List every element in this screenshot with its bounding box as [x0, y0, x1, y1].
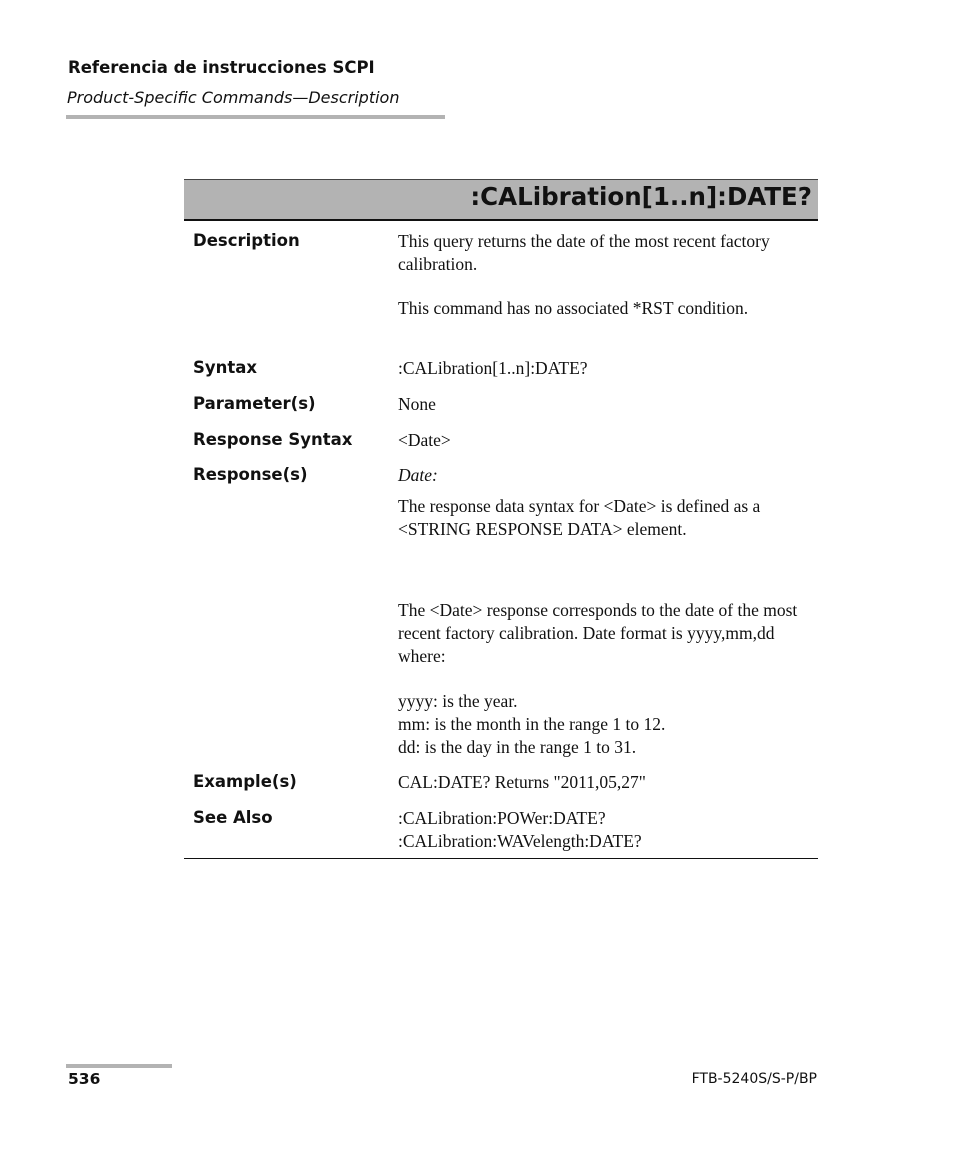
see-also-line-2: :CALibration:WAVelength:DATE? — [398, 831, 642, 851]
command-title: :CALibration[1..n]:DATE? — [470, 182, 812, 211]
running-header-subtitle: Product-Specific Commands—Description — [67, 88, 400, 107]
parameters-value: None — [398, 394, 436, 414]
table-bottom-divider — [184, 858, 818, 859]
syntax-label: Syntax — [193, 358, 258, 377]
running-header-title: Referencia de instrucciones SCPI — [68, 58, 375, 77]
response-text-1: The response data syntax for <Date> is defined as a <STRING RESPONSE DATA> element. — [398, 496, 761, 539]
syntax-value: :CALibration[1..n]:DATE? — [398, 358, 588, 378]
see-also-line-1: :CALibration:POWer:DATE? — [398, 808, 606, 828]
response-syntax-value: <Date> — [398, 430, 451, 450]
response-line-1: yyyy: is the year. — [398, 691, 518, 711]
page-number: 536 — [68, 1070, 101, 1088]
response-line-3: dd: is the day in the range 1 to 31. — [398, 737, 637, 757]
response-syntax-label: Response Syntax — [193, 430, 353, 449]
see-also-label: See Also — [193, 808, 273, 827]
examples-label: Example(s) — [193, 772, 297, 791]
description-text-1: This query returns the date of the most recent factory calibration. — [398, 231, 770, 274]
response-name: Date: — [398, 465, 438, 485]
command-title-bar — [184, 179, 818, 221]
description-label: Description — [193, 231, 300, 250]
responses-label: Response(s) — [193, 465, 308, 484]
footer-divider — [66, 1064, 172, 1068]
examples-value: CAL:DATE? Returns "2011,05,27" — [398, 772, 646, 792]
response-line-2: mm: is the month in the range 1 to 12. — [398, 714, 666, 734]
description-text-2: This command has no associated *RST condition. — [398, 298, 749, 318]
response-text-2: The <Date> response corresponds to the date of the most recent factory calibration. Date format is yyyy,mm,dd where: — [398, 600, 798, 666]
parameters-label: Parameter(s) — [193, 394, 316, 413]
header-divider — [66, 115, 445, 119]
product-name: FTB-5240S/S-P/BP — [691, 1071, 817, 1087]
